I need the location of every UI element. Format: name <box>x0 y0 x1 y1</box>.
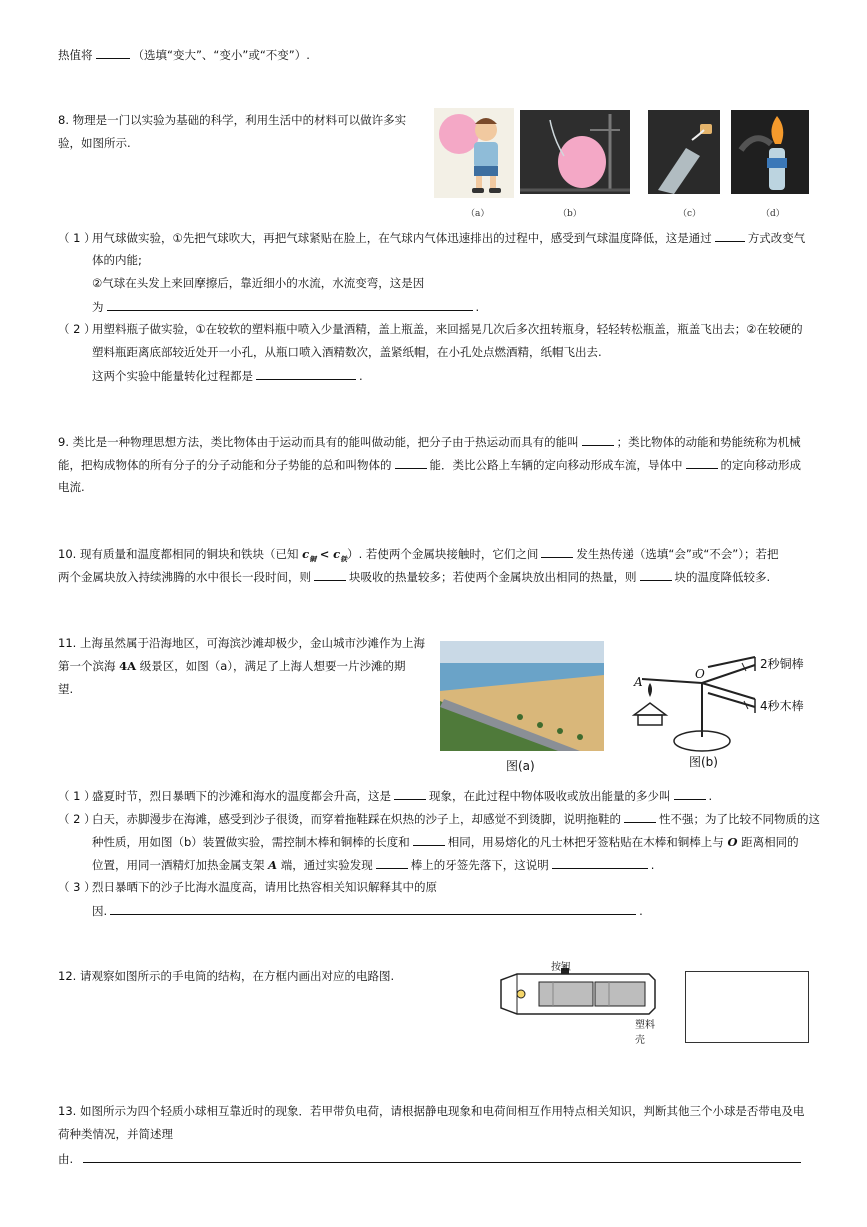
q13-line1: 13. 如图所示为四个轻质小球相互靠近时的现象．若甲带负电荷，请根据静电现象和电荷间相互作用特点相关知识，判断其他三个小球是否带电及电 <box>58 1104 805 1118</box>
text: 性不强；为了比较不同物质的这 <box>659 812 820 826</box>
q9-line3: 电流. <box>58 480 85 494</box>
text: 用气球做实验，①先把气球吹大，再把气球紧贴在脸上，在气球内气体迅速排出的过程中，感受到气球温度降低，这是通过 <box>92 231 712 245</box>
text: 能，把构成物体的所有分子的分子动能和分子势能的总和叫物体的 <box>58 458 392 472</box>
text: 第一个滨海 <box>58 659 116 673</box>
text: 两个金属块放入持续沸腾的水中很长一段时间，则 <box>58 570 311 584</box>
q11-part1 <box>58 787 712 804</box>
part-number: （ 2 ） <box>58 322 96 336</box>
answer-blank[interactable] <box>314 568 346 581</box>
q11-part3-line2 <box>92 902 643 919</box>
c-subscript-copper: 铜 <box>309 554 317 564</box>
q11-part2-line1 <box>58 810 820 827</box>
q11-figure-a-beach <box>440 641 604 751</box>
answer-blank[interactable] <box>376 856 408 869</box>
text: 种性质，用如图（b）装置做实验，需控制木棒和铜棒的长度和 <box>92 835 410 849</box>
q9-line1 <box>58 433 801 450</box>
q8-image-d <box>731 110 809 194</box>
q8-part1-line3: ②气球在头发上来回摩擦后，靠近细小的水流，水流变弯，这是因 <box>92 276 425 290</box>
text: 因. <box>92 904 108 918</box>
answer-blank[interactable] <box>552 856 648 869</box>
caption-c: （c） <box>678 209 702 219</box>
caption-b: （b） <box>558 209 582 219</box>
part-number: （ 2 ） <box>58 812 96 826</box>
answer-blank[interactable] <box>83 1150 801 1163</box>
q11-figure-b-apparatus <box>620 641 810 756</box>
top-line-suffix: （选填“变大”、“变小”或“不变”）. <box>132 48 310 62</box>
text: 用塑料瓶子做实验，①在较软的塑料瓶中喷入少量酒精，盖上瓶盖，来回摇晃几次后多次扭转瓶身，轻轻转松瓶盖，瓶盖飞出去；②在较硬的 <box>92 322 803 336</box>
q8-part2-line1 <box>58 321 803 337</box>
top-line <box>58 46 310 63</box>
text: 为 <box>92 300 104 314</box>
answer-blank[interactable] <box>582 433 614 446</box>
q13-line3 <box>58 1150 804 1167</box>
text: 由. <box>58 1152 74 1166</box>
q8-part1-line1 <box>58 229 805 246</box>
q11-part2-line3 <box>92 856 654 873</box>
q10-line2 <box>58 568 770 585</box>
top-line-prefix: 热值将 <box>58 48 93 62</box>
text: 9. 类比是一种物理思想方法，类比物体由于运动而具有的能叫做动能，把分子由于热运动而具有的能叫 <box>58 435 579 449</box>
text: . <box>708 789 713 803</box>
text: . <box>639 904 643 918</box>
answer-blank[interactable] <box>715 229 745 242</box>
circuit-drawing-box[interactable] <box>685 971 809 1043</box>
q8-part2-line2: 塑料瓶距离底部较近处开一小孔，从瓶口喷入酒精数次，盖紧纸帽，在小孔处点燃酒精，纸帽飞出去. <box>92 345 602 359</box>
part-number: （ 3 ） <box>58 880 96 894</box>
fig-b-label-wood: 4秒木棒 <box>760 699 804 713</box>
answer-blank[interactable] <box>624 810 656 823</box>
q8-stem-line2: 验，如图所示. <box>58 136 131 150</box>
text: 白天，赤脚漫步在海滩，感受到沙子很烫，而穿着拖鞋踩在炽热的沙子上，却感觉不到烫脚，说明拖鞋的 <box>92 812 621 826</box>
c-subscript-iron: 铁 <box>340 554 348 564</box>
answer-blank[interactable] <box>686 456 718 469</box>
q8-part2-line3 <box>92 367 363 384</box>
text: O <box>727 835 738 849</box>
answer-blank[interactable] <box>256 367 356 380</box>
q8-image-b <box>520 110 630 194</box>
fig-b-label-A: A <box>634 675 643 689</box>
text: 烈日暴晒下的沙子比海水温度高，请用比热容相关知识解释其中的原 <box>92 880 437 894</box>
q13-line2: 荷种类情况，并简述理 <box>58 1127 173 1141</box>
c-symbol: c <box>302 547 310 561</box>
c-copper-symbol <box>302 547 317 564</box>
q11-stem-line2 <box>58 658 406 674</box>
label-button: 按钮 <box>551 962 571 973</box>
text: . <box>650 858 655 872</box>
q8-image-c <box>648 110 720 194</box>
q9-line2 <box>58 456 801 473</box>
part-number: （ 1 ） <box>58 231 96 245</box>
text: 相同，用易熔化的凡士林把牙签粘贴在木棒和铜棒上与 <box>447 835 724 849</box>
text: 距离相同的 <box>741 835 799 849</box>
text: 棒上的牙签先落下，这说明 <box>410 858 549 872</box>
q11-figure-b-label: 图(b) <box>689 755 718 769</box>
text: . <box>359 369 363 383</box>
answer-blank[interactable] <box>110 902 636 915</box>
text: 能．类比公路上车辆的定向移动形成车流，导体中 <box>429 458 683 472</box>
text: A <box>268 858 278 872</box>
text: 块吸收的热量较多；若使两个金属块放出相同的热量，则 <box>349 570 637 584</box>
answer-blank[interactable] <box>394 787 426 800</box>
q12-flashlight-figure <box>497 962 662 1046</box>
text: 的定向移动形成 <box>720 458 801 472</box>
fig-b-label-O: O <box>695 667 705 681</box>
text: 块的温度降低较多. <box>674 570 771 584</box>
q11-part2-line2 <box>92 833 799 850</box>
label-shell: 塑料壳 <box>635 1020 655 1046</box>
text: 现象，在此过程中物体吸收或放出能量的多少叫 <box>429 789 671 803</box>
less-than: < <box>319 547 330 561</box>
q8-part1-line2: 体的内能; <box>92 253 142 267</box>
q11-figure-a-label: 图(a) <box>506 759 535 773</box>
q11-stem-line3: 望. <box>58 682 74 696</box>
answer-blank[interactable] <box>640 568 672 581</box>
text: 这两个实验中能量转化过程都是 <box>92 369 253 383</box>
caption-a: （a） <box>466 209 490 219</box>
caption-d: （d） <box>761 209 785 219</box>
q8-stem-line1: 8. 物理是一门以实验为基础的科学，利用生活中的材料可以做许多实 <box>58 113 407 127</box>
text: 发生热传递（选填“会”或“不会”）；若把 <box>576 547 779 561</box>
text: 方式改变气 <box>747 231 806 245</box>
text: 4A <box>119 659 137 673</box>
answer-blank[interactable] <box>107 298 473 311</box>
text: . <box>475 300 480 314</box>
answer-blank[interactable] <box>395 456 427 469</box>
q12-text: 12. 请观察如图所示的手电筒的结构，在方框内画出对应的电路图. <box>58 969 395 983</box>
answer-blank[interactable] <box>674 787 706 800</box>
text: 端，通过实验发现 <box>280 858 373 872</box>
q10-line1 <box>58 545 779 567</box>
q11-part3-line1 <box>58 879 437 895</box>
q8-part1-line4 <box>92 298 479 315</box>
part-number: （ 1 ） <box>58 789 96 803</box>
q11-stem-line1: 11. 上海虽然属于沿海地区，可海滨沙滩却极少，金山城市沙滩作为上海 <box>58 636 425 650</box>
text: ）. 若使两个金属块接触时，它们之间 <box>347 547 539 561</box>
answer-blank[interactable] <box>96 46 130 59</box>
q8-image-a <box>434 108 514 198</box>
box-edge <box>808 971 809 1043</box>
fig-b-label-copper: 2秒铜棒 <box>760 657 804 671</box>
text: ；类比物体的动能和势能统称为机械 <box>616 435 801 449</box>
c-symbol: c <box>333 547 341 561</box>
c-iron-symbol <box>333 547 348 564</box>
answer-blank[interactable] <box>541 545 573 558</box>
answer-blank[interactable] <box>413 833 445 846</box>
text: 10. 现有质量和温度都相同的铜块和铁块（已知 <box>58 547 299 561</box>
text: 级景区，如图（a），满足了上海人想要一片沙滩的期 <box>139 659 406 673</box>
text: 盛夏时节，烈日暴晒下的沙滩和海水的温度都会升高，这是 <box>92 789 391 803</box>
text: 位置，用同一酒精灯加热金属支架 <box>92 858 265 872</box>
